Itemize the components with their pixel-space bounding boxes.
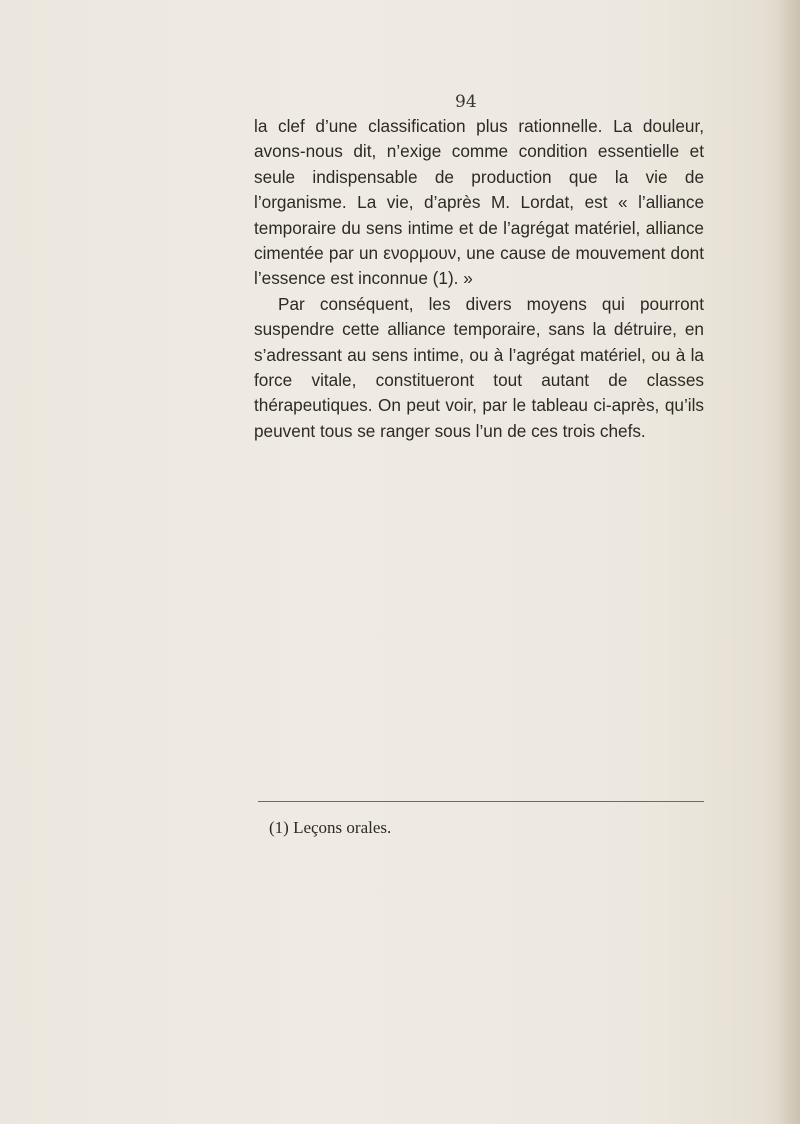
footnote: (1) Leçons orales.: [269, 818, 392, 837]
paragraph-1: la clef d’une classification plus rationnelle. La douleur, avons-nous dit, n’exige comme condition essentielle et seule indispensable de production que la vie de l’organisme. La vie, d’après M. Lordat, est « l’alliance temporaire du sens intime et de l’agrégat matériel, alliance cimentée par un ενορμουν, une cause de mouvement dont l’essence est inconnue (1). »: [254, 116, 704, 289]
paragraph-2: Par conséquent, les divers moyens qui pourront suspendre cette alliance temporaire, sans la détruire, en s’adressant au sens intime, ou à l’agrégat matériel, ou à la force vitale, constitueront tout autant de classes thérapeutiques. On peut voir, par le tableau ci-après, qu’ils peuvent tous se ranger sous l’un de ces trois chefs.: [254, 293, 704, 441]
page-number: 94: [455, 92, 477, 112]
page-edge-shadow: [778, 0, 800, 1124]
footnote-separator: [258, 801, 704, 802]
body-text: [254, 114, 704, 444]
